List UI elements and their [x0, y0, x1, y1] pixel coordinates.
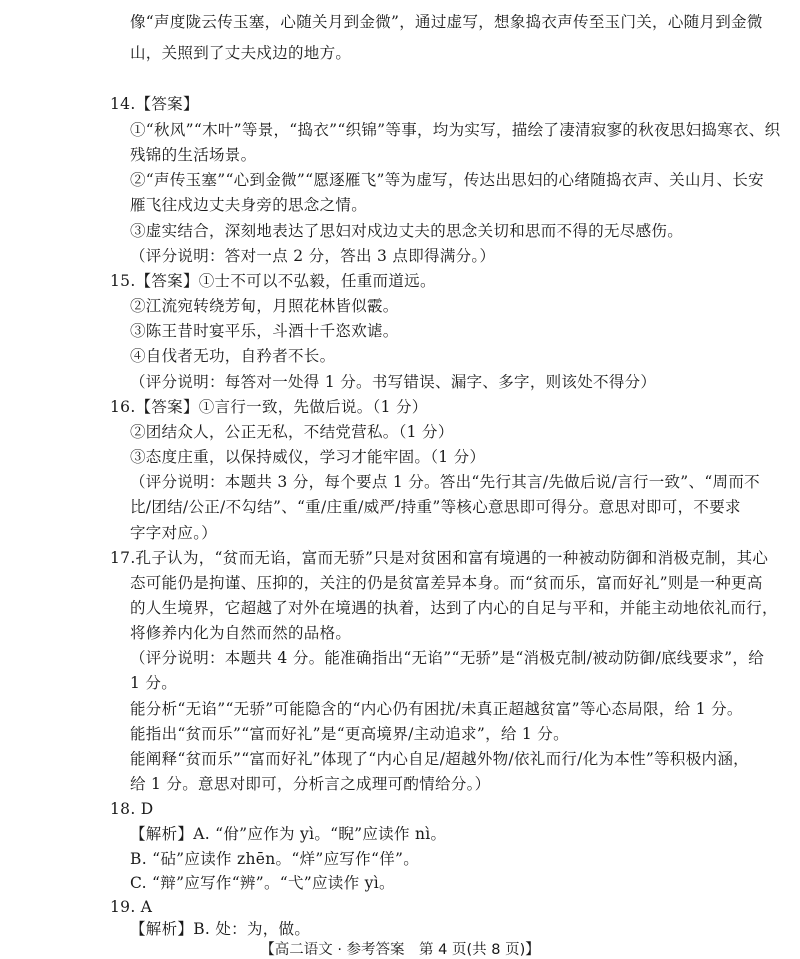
text-line: 【解析】B. 处：为，做。 [130, 920, 311, 938]
text-line: （评分说明：本题共 4 分。能准确指出“无谄”“无骄”是“消极克制/被动防御/底线要求”，给 [130, 649, 765, 667]
text-line: （评分说明：每答对一处得 1 分。书写错误、漏字、多字，则该处不得分） [130, 373, 657, 391]
text-line: 17.孔子认为，“贫而无谄，富而无骄”只是对贫困和富有境遇的一种被动防御和消极克制，其心 [110, 549, 769, 567]
text-line: 能阐释“贫而乐”“富而好礼”体现了“内心自足/超越外物/依礼而行/化为本性”等积极内涵， [130, 750, 749, 768]
text-line: 19. A [110, 898, 153, 916]
text-line: C. “辩”应写作“辨”。“弋”应读作 yì。 [130, 874, 395, 892]
text-line: 将修养内化为自然而然的品格。 [130, 624, 352, 642]
text-line: ②团结众人，公正无私，不结党营私。（1 分） [130, 423, 454, 441]
text-line: 1 分。 [130, 674, 177, 692]
text-line: B. “砧”应读作 zhēn。“烊”应写作“佯”。 [130, 850, 420, 868]
text-line: 18. D [110, 800, 154, 818]
text-line: 像“声度陇云传玉塞，心随关月到金微”，通过虚写，想象捣衣声传至玉门关，心随月到金微 [130, 13, 763, 31]
text-line: ③陈王昔时宴平乐，斗酒十千恣欢谑。 [130, 322, 399, 340]
text-line: ④自伐者无功，自矜者不长。 [130, 347, 336, 365]
text-line: 14.【答案】 [110, 95, 199, 113]
text-line: 能分析“无谄”“无骄”可能隐含的“内心仍有困扰/未真正超越贫富”等心态局限，给 1 分。 [130, 700, 743, 718]
text-line: （评分说明：本题共 3 分，每个要点 1 分。答出“先行其言/先做后说/言行一致”、“周而不 [130, 473, 760, 491]
text-line: 字字对应。） [130, 524, 218, 542]
text-line: ③虚实结合，深刻地表达了思妇对戍边丈夫的思念关切和思而不得的无尽感伤。 [130, 222, 684, 240]
text-line: ③态度庄重，以保持威仪，学习才能牢固。（1 分） [130, 448, 486, 466]
text-line: 的人生境界，它超越了对外在境遇的执着，达到了内心的自足与平和，并能主动地依礼而行， [130, 599, 778, 617]
text-line: 残锦的生活场景。 [130, 146, 257, 164]
text-line: 16.【答案】①言行一致，先做后说。（1 分） [110, 398, 428, 416]
text-line: 比/团结/公正/不勾结”、“重/庄重/威严/持重”等核心意思即可得分。意思对即可，不要求 [130, 498, 741, 516]
text-line: 雁飞往戍边丈夫身旁的思念之情。 [130, 196, 368, 214]
text-line: （评分说明：答对一点 2 分，答出 3 点即得满分。） [130, 247, 496, 265]
text-line: 给 1 分。意思对即可，分析言之成理可酌情给分。） [130, 775, 491, 793]
text-line: 能指出“贫而乐”“富而好礼”是“更高境界/主动追求”，给 1 分。 [130, 725, 569, 743]
text-line: 【解析】A. “佾”应作为 yì。“睨”应读作 nì。 [130, 825, 447, 843]
page-footer: 【高二语文 · 参考答案 第 4 页(共 8 页)】 [260, 942, 540, 958]
text-line: ①“秋风”“木叶”等景，“捣衣”“织锦”等事，均为实写，描绘了凄清寂寥的秋夜思妇捣寒衣、织 [130, 121, 781, 139]
text-line: 15.【答案】①士不可以不弘毅，任重而道远。 [110, 272, 436, 290]
text-line: ②江流宛转绕芳甸，月照花林皆似霰。 [130, 297, 399, 315]
text-line: 山，关照到了丈夫戍边的地方。 [130, 44, 352, 62]
text-line: 态可能仍是拘谨、压抑的，关注的仍是贫富差异本身。而“贫而乐，富而好礼”则是一种更高 [130, 574, 763, 592]
text-line: ②“声传玉塞”“心到金微”“愿逐雁飞”等为虚写，传达出思妇的心绪随捣衣声、关山月、长安 [130, 171, 764, 189]
